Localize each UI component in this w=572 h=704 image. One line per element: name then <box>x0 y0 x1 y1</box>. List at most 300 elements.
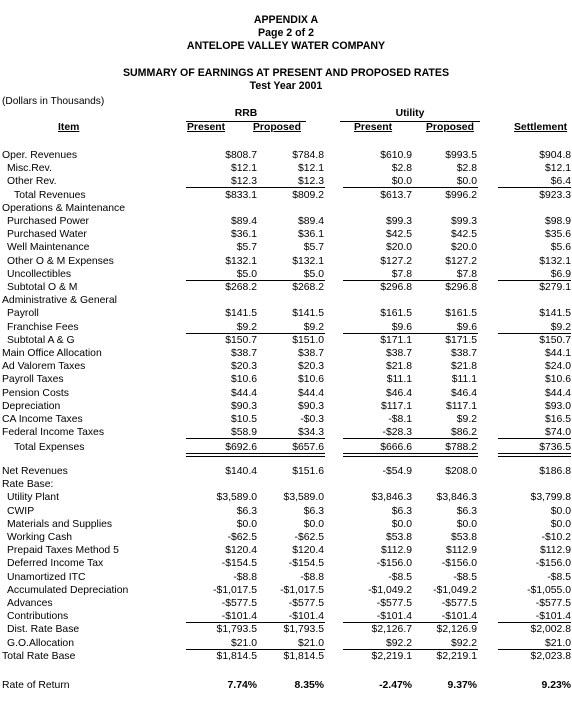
row-value: $613.7 <box>380 189 412 201</box>
row-value: $6.3 <box>391 505 412 517</box>
subtotal-rule <box>186 622 258 623</box>
header-appendix: APPENDIX A <box>253 14 319 26</box>
subtotal-rule <box>253 649 325 650</box>
row-value: $268.2 <box>225 282 257 293</box>
row-value: $666.6 <box>380 442 412 453</box>
row-value: $150.7 <box>225 334 257 346</box>
row-value: $132.1 <box>292 255 324 267</box>
row-label: Total Expenses <box>14 442 85 453</box>
row-value: -$156.0 <box>535 558 571 570</box>
header-test-year: Test Year 2001 <box>249 80 323 92</box>
row-value: $44.1 <box>544 348 571 359</box>
row-value: $38.7 <box>450 348 477 359</box>
table-row <box>0 294 572 307</box>
row-value: $0.0 <box>456 518 477 530</box>
row-value: -$1,055.0 <box>527 584 571 596</box>
subtotal-rule <box>343 280 413 281</box>
subtotal-rule <box>406 187 478 188</box>
row-value: $3,846.3 <box>371 492 412 504</box>
row-value: $2,219.1 <box>436 650 477 662</box>
row-value: $268.2 <box>292 282 324 293</box>
row-value: $610.9 <box>380 150 412 161</box>
subtotal-rule <box>406 333 478 334</box>
table-row <box>0 478 572 491</box>
row-value: $7.8 <box>456 268 477 280</box>
row-value: -$577.5 <box>376 598 412 609</box>
row-value: $127.2 <box>380 255 412 267</box>
row-value: $1,814.5 <box>216 650 257 662</box>
total-rule <box>186 453 258 454</box>
subtotal-rule <box>498 622 571 623</box>
subtotal-rule <box>343 649 413 650</box>
row-label: Utility Plant <box>7 492 59 504</box>
row-value: $53.8 <box>450 532 477 543</box>
row-value: $21.8 <box>385 361 412 373</box>
row-label: CWIP <box>7 505 35 517</box>
subtotal-rule <box>498 333 571 334</box>
row-value: $132.1 <box>225 255 257 267</box>
row-value: $5.0 <box>236 268 257 280</box>
row-value: $151.6 <box>292 466 324 477</box>
row-value: $279.1 <box>539 282 571 293</box>
row-label: Payroll Taxes <box>2 374 64 386</box>
table-row <box>0 360 572 373</box>
row-value: $44.4 <box>297 387 324 399</box>
subtotal-rule <box>498 438 571 439</box>
row-value: -$156.0 <box>376 558 412 570</box>
row-value: $21.8 <box>450 361 477 373</box>
row-value: $46.4 <box>385 387 412 399</box>
row-label: Purchased Water <box>7 229 87 241</box>
row-value: $7.8 <box>391 268 412 280</box>
row-value: $2,126.7 <box>371 624 412 636</box>
row-label: Rate of Return <box>2 680 70 691</box>
row-value: $127.2 <box>445 255 477 267</box>
row-value: $923.3 <box>539 189 571 201</box>
row-value: $0.0 <box>456 176 477 188</box>
row-label: Subtotal A & G <box>7 334 75 346</box>
table-row <box>0 413 572 426</box>
row-value: $36.1 <box>230 229 257 241</box>
subtotal-rule <box>186 280 258 281</box>
header-summary: SUMMARY OF EARNINGS AT PRESENT AND PROPOSED RATES <box>122 67 450 79</box>
row-value: $12.1 <box>297 163 324 175</box>
subtotal-rule <box>498 280 571 281</box>
row-value: $10.6 <box>297 374 324 386</box>
row-label: Total Rate Base <box>2 650 76 662</box>
table-row <box>0 347 572 360</box>
row-label: Advances <box>7 598 53 609</box>
subtotal-rule <box>253 280 325 281</box>
row-value: $161.5 <box>445 308 477 320</box>
row-value: $9.2 <box>236 321 257 333</box>
row-value: $161.5 <box>380 308 412 320</box>
subtotal-rule <box>186 187 258 188</box>
row-value: $38.7 <box>230 348 257 359</box>
row-value: $186.8 <box>539 466 571 477</box>
total-rule <box>253 453 325 454</box>
row-value: $11.1 <box>451 374 477 386</box>
table-row <box>0 202 572 215</box>
row-label: Ad Valorem Taxes <box>2 361 86 373</box>
row-value: $12.1 <box>230 163 257 175</box>
table-row <box>0 281 572 294</box>
table-row <box>0 679 572 692</box>
row-value: 8.35% <box>294 680 324 691</box>
row-value: $3,799.8 <box>530 492 571 504</box>
row-value: -$1,049.2 <box>368 584 412 596</box>
row-label: Operations & Maintenance <box>2 202 126 214</box>
row-value: $3,589.0 <box>216 492 257 504</box>
table-row <box>0 650 572 663</box>
row-value: $0.0 <box>236 518 257 530</box>
row-value: $0.0 <box>550 505 571 517</box>
row-value: -$101.4 <box>441 611 477 623</box>
row-value: $6.4 <box>550 176 571 188</box>
table-row <box>0 228 572 241</box>
row-value: $20.3 <box>230 361 257 373</box>
row-value: $20.0 <box>450 242 477 254</box>
subtotal-rule <box>186 333 258 334</box>
col-header-utility-present: Present <box>354 122 393 133</box>
row-value: $996.2 <box>445 189 477 201</box>
row-value: $808.7 <box>225 150 257 161</box>
row-label: Accumulated Depreciation <box>7 584 129 596</box>
row-value: $16.5 <box>544 414 571 425</box>
subtotal-rule <box>186 438 258 439</box>
row-value: $296.8 <box>380 282 412 293</box>
row-value: -$10.2 <box>541 532 571 543</box>
row-label: Main Office Allocation <box>2 348 102 359</box>
table-row <box>0 334 572 347</box>
row-value: $5.7 <box>236 242 257 254</box>
row-value: $112.9 <box>539 545 571 557</box>
table-row <box>0 307 572 320</box>
row-value: -$8.1 <box>388 414 412 425</box>
subtotal-rule <box>406 280 478 281</box>
row-value: -$28.3 <box>382 427 412 439</box>
row-value: $58.9 <box>230 427 257 439</box>
row-value: $904.8 <box>539 150 571 161</box>
total-rule <box>406 453 478 454</box>
row-value: $171.5 <box>445 334 477 346</box>
row-value: $2,002.8 <box>530 624 571 636</box>
row-value: -$156.0 <box>441 558 477 570</box>
table-row <box>0 544 572 557</box>
subtotal-rule <box>343 187 413 188</box>
subtotal-rule <box>343 333 413 334</box>
row-value: $2,126.9 <box>436 624 477 636</box>
row-label: Dist. Rate Base <box>7 624 80 636</box>
row-label: Payroll <box>7 308 39 320</box>
row-value: -$62.5 <box>227 532 257 543</box>
row-value: $21.0 <box>297 637 324 649</box>
row-value: $9.2 <box>456 414 477 425</box>
group-rrb <box>186 108 306 119</box>
row-value: $692.6 <box>225 442 257 453</box>
subtotal-rule <box>253 622 325 623</box>
row-value: $141.5 <box>225 308 257 320</box>
row-label: Rate Base: <box>2 479 54 491</box>
row-value: $53.8 <box>385 532 412 543</box>
row-label: Administrative & General <box>2 295 117 307</box>
row-value: $12.3 <box>297 176 324 188</box>
table-row <box>0 215 572 228</box>
row-value: $296.8 <box>445 282 477 293</box>
row-value: $90.3 <box>297 400 324 412</box>
row-value: $42.5 <box>385 229 412 241</box>
row-value: $10.6 <box>230 374 257 386</box>
row-value: -$154.5 <box>221 558 257 570</box>
row-value: $12.3 <box>230 176 257 188</box>
row-value: $9.2 <box>303 321 324 333</box>
row-value: $132.1 <box>539 255 571 267</box>
row-label: Subtotal O & M <box>7 282 78 293</box>
total-rule <box>253 456 325 457</box>
row-value: $120.4 <box>225 545 257 557</box>
row-value: $6.3 <box>456 505 477 517</box>
total-rule <box>343 453 413 454</box>
row-value: $92.2 <box>385 637 412 649</box>
header-company: ANTELOPE VALLEY WATER COMPANY <box>186 40 386 52</box>
row-value: $5.0 <box>303 268 324 280</box>
row-value: -$577.5 <box>535 598 571 609</box>
table-row <box>0 491 572 504</box>
group-utility <box>340 108 480 119</box>
col-header-utility-proposed: Proposed <box>426 122 474 133</box>
row-value: -$1,049.2 <box>433 584 477 596</box>
table-row <box>0 571 572 584</box>
row-value: -$101.4 <box>288 611 324 623</box>
table-row <box>0 557 572 570</box>
row-value: $20.3 <box>297 361 324 373</box>
row-value: $92.2 <box>450 637 477 649</box>
row-value: $171.1 <box>380 334 412 346</box>
row-value: $9.2 <box>550 321 571 333</box>
table-row <box>0 597 572 610</box>
row-value: $35.6 <box>544 229 571 241</box>
row-value: $0.0 <box>391 176 412 188</box>
subtotal-rule <box>406 622 478 623</box>
row-value: $1,814.5 <box>283 650 324 662</box>
row-value: $24.0 <box>544 361 571 373</box>
row-value: $809.2 <box>292 189 324 201</box>
row-value: $5.7 <box>303 242 324 254</box>
row-value: $657.6 <box>292 442 324 453</box>
row-label: Working Cash <box>7 532 73 543</box>
table-row <box>0 373 572 386</box>
row-value: $99.3 <box>385 216 412 227</box>
row-value: $93.0 <box>544 400 571 412</box>
row-value: -$8.5 <box>547 571 571 583</box>
group-rrb-label: RRB <box>234 108 258 119</box>
row-value: $3,846.3 <box>436 492 477 504</box>
row-value: $993.5 <box>445 150 477 161</box>
row-label: Depreciation <box>2 400 61 412</box>
row-label: Uncollectibles <box>7 268 72 280</box>
row-label: Misc.Rev. <box>7 163 52 175</box>
table-row <box>0 400 572 413</box>
row-value: -2.47% <box>379 680 412 691</box>
row-label: Pension Costs <box>2 387 69 399</box>
row-label: Oper. Revenues <box>2 150 78 161</box>
row-value: $10.6 <box>544 374 571 386</box>
table-row <box>0 623 572 636</box>
row-value: -$8.5 <box>453 571 477 583</box>
row-value: -$8.5 <box>388 571 412 583</box>
col-header-settlement: Settlement <box>514 122 568 133</box>
row-value: -$8.8 <box>233 571 257 583</box>
row-value: $21.0 <box>230 637 257 649</box>
row-value: -$8.8 <box>300 571 324 583</box>
row-value: $140.4 <box>225 466 257 477</box>
table-row <box>0 162 572 175</box>
row-value: $141.5 <box>539 308 571 320</box>
row-label: Well Maintenance <box>7 242 90 254</box>
row-value: -$1,017.5 <box>213 584 257 596</box>
total-rule <box>498 456 571 457</box>
subtotal-rule <box>343 438 413 439</box>
row-value: -$62.5 <box>294 532 324 543</box>
group-utility-label: Utility <box>395 108 425 119</box>
row-value: $788.2 <box>445 442 477 453</box>
row-value: -$101.4 <box>221 611 257 623</box>
units-note: (Dollars in Thousands) <box>2 96 105 107</box>
row-value: $44.4 <box>544 387 571 399</box>
row-value: $1,793.5 <box>216 624 257 636</box>
table-row <box>0 255 572 268</box>
row-label: Prepaid Taxes Method 5 <box>7 545 119 557</box>
row-value: $20.0 <box>385 242 412 254</box>
row-value: $141.5 <box>292 308 324 320</box>
row-value: 9.23% <box>541 680 571 691</box>
row-value: $6.9 <box>550 268 571 280</box>
subtotal-rule <box>253 438 325 439</box>
subtotal-rule <box>186 649 258 650</box>
table-row <box>0 189 572 202</box>
row-value: $90.3 <box>230 400 257 412</box>
row-value: $38.7 <box>385 348 412 359</box>
row-label: Purchased Power <box>7 216 90 227</box>
col-header-item: Item <box>58 122 80 133</box>
row-label: Other O & M Expenses <box>7 255 114 267</box>
row-value: $9.6 <box>391 321 412 333</box>
row-value: $0.0 <box>391 518 412 530</box>
row-value: $2,023.8 <box>530 650 571 662</box>
row-value: $44.4 <box>230 387 257 399</box>
col-header-rrb-proposed: Proposed <box>253 122 301 133</box>
row-label: Contributions <box>7 611 69 623</box>
table-row <box>0 531 572 544</box>
row-label: Total Revenues <box>14 189 86 201</box>
subtotal-rule <box>343 622 413 623</box>
subtotal-rule <box>253 333 325 334</box>
row-value: $99.3 <box>450 216 477 227</box>
total-rule <box>186 456 258 457</box>
row-value: $6.3 <box>303 505 324 517</box>
row-value: $0.0 <box>550 518 571 530</box>
row-value: $833.1 <box>225 189 257 201</box>
subtotal-rule <box>406 649 478 650</box>
subtotal-rule <box>498 649 571 650</box>
row-value: -$0.3 <box>300 414 324 425</box>
row-value: $34.3 <box>297 427 324 439</box>
row-label: Deferred Income Tax <box>7 558 104 570</box>
row-value: $120.4 <box>292 545 324 557</box>
row-value: $112.9 <box>445 545 477 557</box>
row-value: $98.9 <box>544 216 571 227</box>
table-row <box>0 149 572 162</box>
row-value: $2.8 <box>391 163 412 175</box>
row-value: -$577.5 <box>441 598 477 609</box>
row-value: $89.4 <box>230 216 257 227</box>
table-row <box>0 505 572 518</box>
subtotal-rule <box>406 438 478 439</box>
row-label: Franchise Fees <box>7 321 79 333</box>
row-value: $6.3 <box>236 505 257 517</box>
row-value: $784.8 <box>292 150 324 161</box>
row-value: -$577.5 <box>288 598 324 609</box>
table-row <box>0 465 572 478</box>
total-rule <box>406 456 478 457</box>
subtotal-rule <box>253 187 325 188</box>
row-value: -$54.9 <box>382 466 412 477</box>
row-label: Federal Income Taxes <box>2 427 105 439</box>
row-value: $5.6 <box>550 242 571 254</box>
row-value: $42.5 <box>450 229 477 241</box>
row-value: $117.1 <box>445 400 477 412</box>
row-value: -$577.5 <box>221 598 257 609</box>
row-label: Net Revenues <box>2 466 68 477</box>
row-value: $11.1 <box>386 374 412 386</box>
table-row <box>0 584 572 597</box>
row-value: $208.0 <box>445 466 477 477</box>
row-value: $74.0 <box>544 427 571 439</box>
table-row <box>0 241 572 254</box>
row-value: $3,589.0 <box>283 492 324 504</box>
col-header-rrb-present: Present <box>187 122 226 133</box>
row-label: Materials and Supplies <box>7 518 113 530</box>
row-value: $0.0 <box>303 518 324 530</box>
row-value: $10.5 <box>230 414 257 425</box>
subtotal-rule <box>498 187 571 188</box>
row-value: $38.7 <box>297 348 324 359</box>
row-label: Other Rev. <box>7 176 57 188</box>
row-value: $36.1 <box>297 229 324 241</box>
row-label: CA Income Taxes <box>2 414 83 425</box>
row-value: -$101.4 <box>535 611 571 623</box>
header-page: Page 2 of 2 <box>258 27 314 39</box>
row-value: -$154.5 <box>288 558 324 570</box>
row-value: $1,793.5 <box>283 624 324 636</box>
row-value: $86.2 <box>450 427 477 439</box>
row-value: $12.1 <box>544 163 571 175</box>
total-rule <box>498 453 571 454</box>
row-value: $89.4 <box>297 216 324 227</box>
row-value: -$101.4 <box>376 611 412 623</box>
row-value: 9.37% <box>447 680 477 691</box>
row-label: G.O.Allocation <box>7 637 74 649</box>
row-value: $117.1 <box>380 400 412 412</box>
row-value: 7.74% <box>227 680 257 691</box>
row-value: $736.5 <box>539 442 571 453</box>
row-value: $2.8 <box>456 163 477 175</box>
row-value: $112.9 <box>380 545 412 557</box>
row-value: $150.7 <box>539 334 571 346</box>
table-row <box>0 387 572 400</box>
row-value: $2,219.1 <box>371 650 412 662</box>
row-value: $9.6 <box>456 321 477 333</box>
